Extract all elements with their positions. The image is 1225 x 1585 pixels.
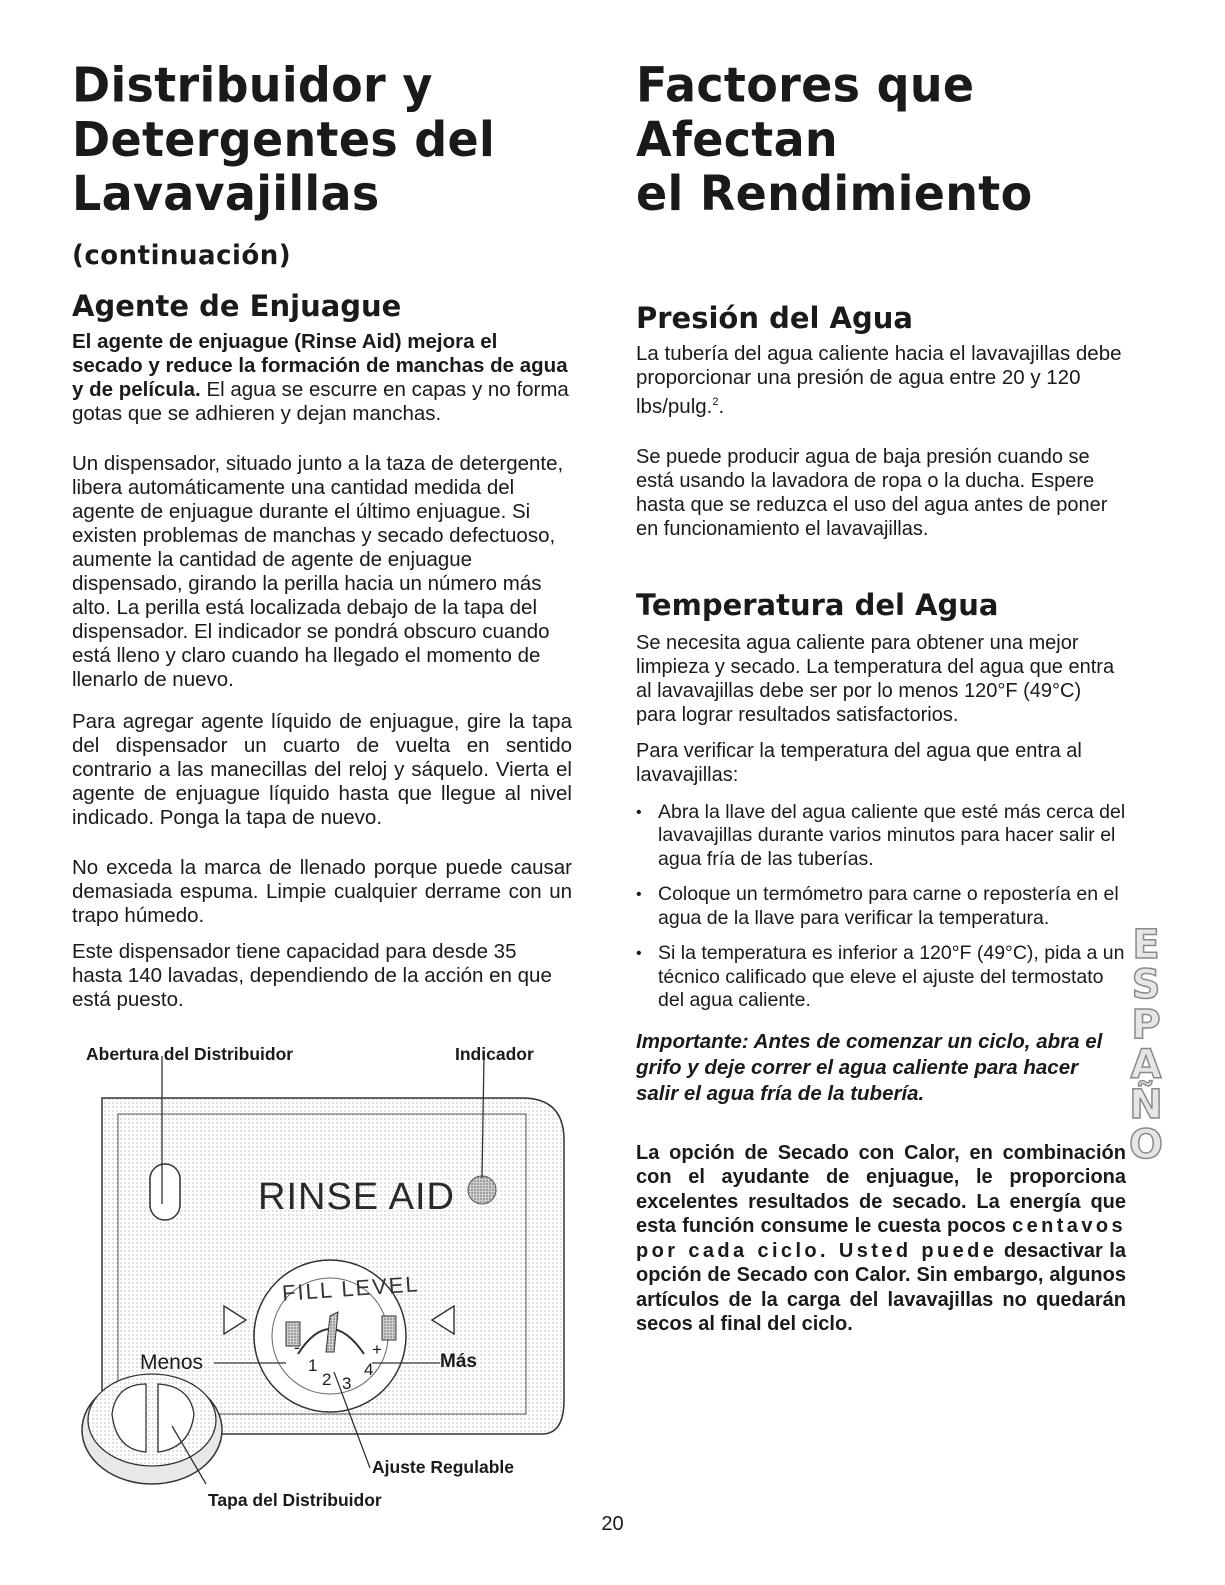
heated-dry-note-part-c: desactivar la opción de Secado con Calor. Sin embargo, algunos artículos de la carga del lavavajillas no quedarán secos al final del ciclo. <box>636 1239 1126 1336</box>
bullet-mark: • <box>636 803 642 821</box>
side-tab-letter: Ñ <box>1129 1082 1163 1128</box>
rinse-paragraph-2: Un dispensador, situado junto a la taza de detergente, libera automáticamente una cantidad medida del agente de enjuague durante el último enjuague. Si existen problemas de manchas y secado defectuoso, aumente la cantidad de agente de enjuague dispensado, girando la perilla hacia un número más alto. La perilla está localizada debajo de la tapa del dispensador. El indicador se pondrá obscuro cuando está lleno y claro cuando ha llegado el momento de llenarlo de nuevo. <box>72 452 564 691</box>
right-column <box>636 58 1126 1337</box>
side-tab-letter: E <box>1132 922 1160 968</box>
rinse-paragraph-1 <box>72 330 572 426</box>
section-title-rinse: Agente de Enjuague <box>72 289 402 323</box>
heated-dry-note <box>636 1141 1126 1337</box>
important-note: Importante: Antes de comenzar un ciclo, abra el grifo y deje correr el agua caliente para hacer salir el agua fría de la tubería. <box>636 1029 1103 1105</box>
temperature-steps <box>636 801 1126 1013</box>
dial-plus: + <box>372 1340 382 1359</box>
rinse-paragraph-1-bold: El agente de enjuague (Rinse Aid) mejora el secado y reduce la formación de manchas de agua y de película. <box>72 330 568 401</box>
section-title-temperature: Temperatura del Agua <box>636 587 999 622</box>
section-title-pressure: Presión del Agua <box>636 301 913 335</box>
left-title <box>72 58 572 283</box>
heated-dry-note-part-a: La opción de Secado con Calor, en combinación con el ayudante de enjuague, le proporciona excelentes resultados de secado. La energía que esta función consume le cuesta pocos <box>636 1141 1126 1238</box>
left-title-line1: Distribuidor y <box>72 56 433 114</box>
label-dispenser-cap: Tapa del Distribuidor <box>208 1490 382 1510</box>
dial-number-2: 2 <box>322 1370 332 1389</box>
rinse-paragraph-1-rest: El agua se escurre en capas y no forma gotas que se adhieren y dejan manchas. <box>72 378 569 425</box>
step-text: Coloque un termómetro para carne o repostería en el agua de la llave para verificar la temperatura. <box>658 883 1119 929</box>
temperature-paragraph-2: Para verificar la temperatura del agua que entra al lavavajillas: <box>636 739 1082 786</box>
pressure-paragraph-2: Se puede producir agua de baja presión cuando se está usando la lavadora de ropa o la ducha. Espere hasta que se reduzca el uso del agua antes de poner en funcionamiento el lavavajillas. <box>636 445 1108 540</box>
temperature-paragraph-1: Se necesita agua caliente para obtener una mejor limpieza y secado. La temperatura del agua que entra al lavavajillas debe ser por lo menos 120°F (49°C) para lograr resultados satisfactorios. <box>636 631 1115 726</box>
pressure-paragraph-1-end: . <box>718 394 725 418</box>
dispenser-opening <box>150 1164 180 1220</box>
temperature-step-2 <box>636 883 1126 930</box>
heated-dry-note-part-b: centavos por cada ciclo. Usted puede <box>636 1215 1126 1262</box>
step-text: Si la temperatura es inferior a 120°F (49°C), pida a un técnico calificado que eleve el ajuste del termostato del agua caliente. <box>658 942 1125 1012</box>
dial-number-4: 4 <box>364 1360 374 1379</box>
rinse-aid-label: RINSE AID <box>258 1176 455 1218</box>
rinse-paragraph-3: Para agregar agente líquido de enjuague, gire la tapa del dispensador un cuarto de vuelta en sentido contrario a las manecillas del reloj y sáquelo. Vierta el agente de enjuague líquido hasta que llegue al nivel indicado. Ponga la tapa de nuevo. <box>72 710 572 829</box>
pressure-superscript: 2 <box>712 396 719 408</box>
page-number: 20 <box>601 1513 624 1535</box>
fill-level-label: FILL LEVEL <box>281 1271 421 1306</box>
label-indicator: Indicador <box>455 1044 534 1064</box>
step-text: Abra la llave del agua caliente que esté más cerca del lavavajillas durante varios minutos para hacer salir el agua fría de las tuberías. <box>658 800 1126 870</box>
pressure-paragraph-1-text: La tubería del agua caliente hacia el lavavajillas debe proporcionar una presión de agua entre 20 y 120 lbs/pulg. <box>636 342 1122 418</box>
right-title-line2: el Rendimiento <box>636 165 1033 222</box>
left-title-line3: Lavavajillas <box>72 165 380 222</box>
pressure-paragraph-1 <box>636 342 1126 419</box>
label-adjustable-setting: Ajuste Regulable <box>372 1457 514 1477</box>
language-side-tab <box>1126 922 1166 1170</box>
indicator-light <box>468 1176 496 1204</box>
temperature-step-1 <box>636 801 1126 872</box>
rinse-paragraph-4: No exceda la marca de llenado porque puede causar demasiada espuma. Limpie cualquier derrame con un trapo húmedo. <box>72 856 572 927</box>
dial-number-1: 1 <box>308 1356 318 1375</box>
rinse-paragraph-5: Este dispensador tiene capacidad para desde 35 hasta 140 lavadas, dependiendo de la acción en que está puesto. <box>72 940 552 1011</box>
left-column <box>72 58 572 1012</box>
side-tab-letter: P <box>1131 1002 1161 1048</box>
right-title <box>636 58 1126 220</box>
left-title-line2: Detergentes del <box>72 111 496 168</box>
bullet-mark: • <box>636 945 642 963</box>
side-tab-letter: O <box>1128 1122 1163 1168</box>
temperature-step-3 <box>636 942 1126 1013</box>
rinse-aid-diagram <box>72 1044 592 1514</box>
label-less: Menos <box>140 1351 204 1374</box>
bullet-mark: • <box>636 886 642 904</box>
side-tab-letter: A <box>1130 1042 1162 1088</box>
right-title-line1: Factores que Afectan <box>636 56 975 168</box>
dial-number-3: 3 <box>342 1374 352 1393</box>
dial-minus: - <box>294 1338 300 1357</box>
dispenser-cap <box>82 1374 222 1484</box>
label-dispenser-opening: Abertura del Distribuidor <box>86 1044 294 1064</box>
side-tab-letter: S <box>1131 962 1161 1008</box>
label-more: Más <box>440 1351 477 1372</box>
left-title-suffix: (continuación) <box>72 240 292 272</box>
